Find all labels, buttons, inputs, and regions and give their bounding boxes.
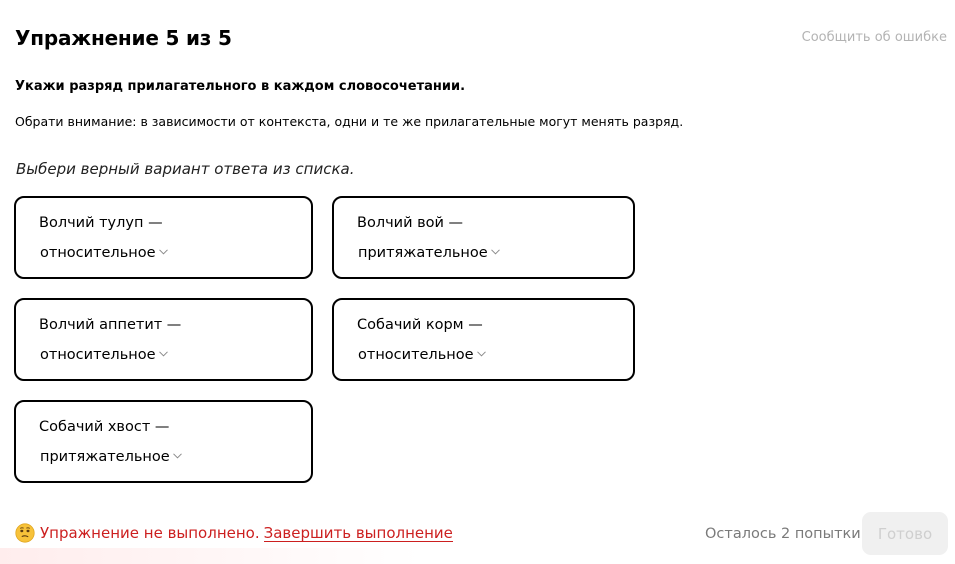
chevron-down-icon — [491, 249, 500, 255]
task-hint: Выбери верный вариант ответа из списка. — [16, 160, 355, 178]
dropdown-value: относительное — [358, 347, 474, 363]
answer-dropdown[interactable] — [40, 245, 168, 261]
answer-dropdown[interactable] — [40, 347, 168, 363]
status-bar — [15, 523, 453, 543]
report-error-link[interactable]: Сообщить об ошибке — [801, 30, 947, 45]
answer-card — [14, 298, 313, 381]
answer-dropdown[interactable] — [358, 347, 486, 363]
chevron-down-icon — [159, 249, 168, 255]
task-instruction: Укажи разряд прилагательного в каждом словосочетании. — [15, 79, 466, 94]
done-button[interactable]: Готово — [862, 512, 948, 555]
chevron-down-icon — [173, 453, 182, 459]
status-glow — [0, 548, 420, 564]
answer-card — [332, 298, 635, 381]
answer-card — [332, 196, 635, 279]
chevron-down-icon — [159, 351, 168, 357]
finish-exercise-link[interactable]: Завершить выполнение — [263, 523, 453, 542]
dropdown-value: притяжательное — [40, 449, 170, 465]
dropdown-value: притяжательное — [358, 245, 488, 261]
card-phrase: Волчий аппетит — — [39, 317, 182, 333]
answer-card — [14, 196, 313, 279]
dropdown-value: относительное — [40, 245, 156, 261]
chevron-down-icon — [477, 351, 486, 357]
task-note: Обрати внимание: в зависимости от контекста, одни и те же прилагательные могут менять разряд. — [15, 114, 684, 129]
page-title: Упражнение 5 из 5 — [15, 26, 232, 50]
attempts-remaining: Осталось 2 попытки — [705, 526, 861, 542]
answer-card — [14, 400, 313, 483]
card-phrase: Собачий корм — — [357, 317, 483, 333]
card-phrase: Собачий хвост — — [39, 419, 170, 435]
thinking-face-icon — [15, 523, 35, 543]
card-phrase: Волчий вой — — [357, 215, 464, 231]
answer-dropdown[interactable] — [358, 245, 500, 261]
status-message: Упражнение не выполнено. — [40, 524, 260, 542]
card-phrase: Волчий тулуп — — [39, 215, 163, 231]
dropdown-value: относительное — [40, 347, 156, 363]
answer-dropdown[interactable] — [40, 449, 182, 465]
